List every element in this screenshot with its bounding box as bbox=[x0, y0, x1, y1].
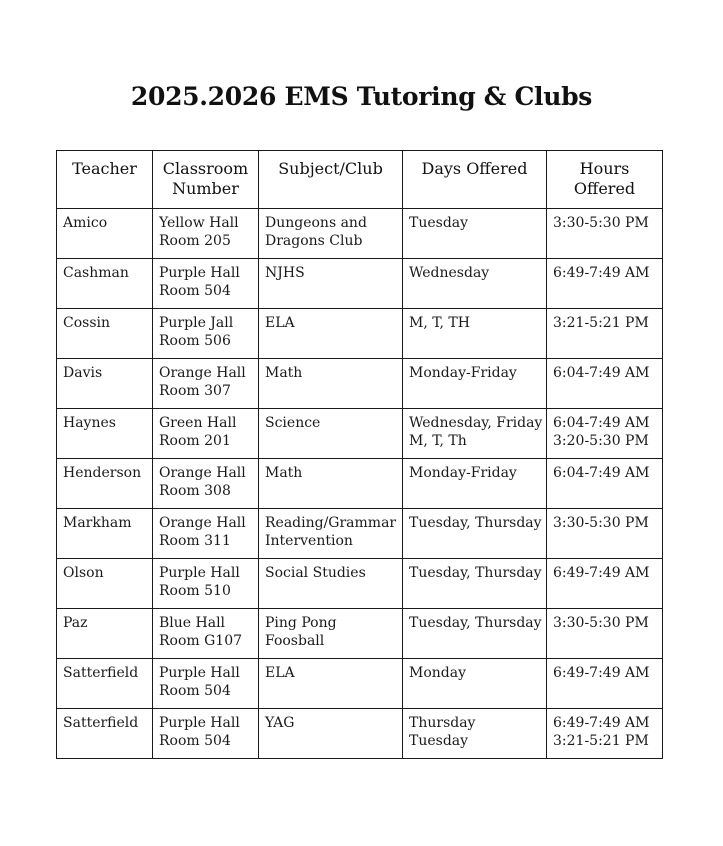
table-row bbox=[57, 409, 663, 459]
cell-subject-line: Dungeons and bbox=[265, 215, 367, 231]
cell-subject bbox=[259, 459, 403, 509]
cell-subject bbox=[259, 609, 403, 659]
table-body bbox=[57, 209, 663, 759]
cell-hours bbox=[547, 659, 663, 709]
cell-days bbox=[403, 359, 547, 409]
cell-subject-line: ELA bbox=[265, 315, 295, 331]
cell-classroom bbox=[153, 709, 259, 759]
header-label-line: Offered bbox=[573, 179, 636, 198]
table-row bbox=[57, 709, 663, 759]
header-classroom-number bbox=[153, 151, 259, 209]
cell-classroom-line: Purple Hall bbox=[159, 265, 240, 281]
cell-teacher: Olson bbox=[57, 559, 153, 609]
header-hours-offered bbox=[547, 151, 663, 209]
page-title: 2025.2026 EMS Tutoring & Clubs bbox=[130, 82, 593, 111]
cell-classroom-line: Orange Hall bbox=[159, 515, 246, 531]
cell-subject-line: ELA bbox=[265, 665, 295, 681]
cell-classroom bbox=[153, 209, 259, 259]
cell-teacher: Henderson bbox=[57, 459, 153, 509]
cell-subject bbox=[259, 509, 403, 559]
cell-subject bbox=[259, 259, 403, 309]
cell-hours bbox=[547, 259, 663, 309]
cell-hours-line: 6:49-7:49 AM bbox=[553, 265, 650, 281]
cell-teacher: Cossin bbox=[57, 309, 153, 359]
cell-classroom bbox=[153, 259, 259, 309]
cell-hours bbox=[547, 409, 663, 459]
cell-classroom bbox=[153, 659, 259, 709]
cell-subject bbox=[259, 709, 403, 759]
cell-hours bbox=[547, 459, 663, 509]
cell-teacher: Haynes bbox=[57, 409, 153, 459]
table-row bbox=[57, 559, 663, 609]
table-row bbox=[57, 309, 663, 359]
table-row bbox=[57, 659, 663, 709]
cell-days-line: Tuesday bbox=[409, 733, 469, 749]
cell-days-line: Monday-Friday bbox=[409, 365, 517, 381]
cell-hours bbox=[547, 559, 663, 609]
cell-classroom-line: Green Hall bbox=[159, 415, 237, 431]
cell-days-line: M, T, TH bbox=[409, 315, 470, 331]
table-row bbox=[57, 509, 663, 559]
header-label-line: Classroom bbox=[162, 159, 249, 178]
cell-classroom bbox=[153, 359, 259, 409]
cell-classroom-line: Orange Hall bbox=[159, 465, 246, 481]
cell-subject-line: YAG bbox=[265, 715, 295, 731]
cell-hours-line: 6:49-7:49 AM bbox=[553, 715, 650, 731]
cell-subject-line: Social Studies bbox=[265, 565, 366, 581]
cell-teacher: Markham bbox=[57, 509, 153, 559]
cell-hours-line: 6:49-7:49 AM bbox=[553, 665, 650, 681]
cell-classroom-line: Room 201 bbox=[159, 433, 231, 449]
cell-subject bbox=[259, 359, 403, 409]
table-row bbox=[57, 259, 663, 309]
cell-hours bbox=[547, 359, 663, 409]
cell-subject bbox=[259, 559, 403, 609]
cell-subject bbox=[259, 209, 403, 259]
cell-days bbox=[403, 659, 547, 709]
table-row bbox=[57, 609, 663, 659]
cell-days-line: Monday bbox=[409, 665, 466, 681]
cell-classroom-line: Purple Hall bbox=[159, 565, 240, 581]
cell-subject-line: Intervention bbox=[265, 533, 353, 549]
cell-days bbox=[403, 409, 547, 459]
cell-days-line: Monday-Friday bbox=[409, 465, 517, 481]
cell-classroom-line: Room G107 bbox=[159, 633, 243, 649]
cell-hours-line: 3:20-5:30 PM bbox=[553, 433, 649, 449]
cell-subject bbox=[259, 659, 403, 709]
cell-teacher: Amico bbox=[57, 209, 153, 259]
cell-days bbox=[403, 309, 547, 359]
cell-hours-line: 3:21-5:21 PM bbox=[553, 315, 649, 331]
cell-classroom-line: Room 504 bbox=[159, 283, 231, 299]
cell-hours-line: 3:30-5:30 PM bbox=[553, 615, 649, 631]
cell-days bbox=[403, 559, 547, 609]
cell-days bbox=[403, 209, 547, 259]
cell-teacher: Cashman bbox=[57, 259, 153, 309]
cell-subject bbox=[259, 409, 403, 459]
cell-classroom-line: Orange Hall bbox=[159, 365, 246, 381]
cell-classroom-line: Room 307 bbox=[159, 383, 231, 399]
cell-classroom-line: Room 308 bbox=[159, 483, 231, 499]
cell-hours-line: 3:21-5:21 PM bbox=[553, 733, 649, 749]
cell-subject-line: Dragons Club bbox=[265, 233, 363, 249]
cell-subject-line: Math bbox=[265, 465, 303, 481]
cell-classroom bbox=[153, 409, 259, 459]
cell-hours bbox=[547, 709, 663, 759]
header-teacher bbox=[57, 151, 153, 209]
cell-days bbox=[403, 609, 547, 659]
cell-classroom bbox=[153, 459, 259, 509]
cell-classroom bbox=[153, 509, 259, 559]
cell-classroom-line: Room 504 bbox=[159, 683, 231, 699]
cell-days-line: Tuesday, Thursday bbox=[409, 615, 542, 631]
cell-subject bbox=[259, 309, 403, 359]
cell-days bbox=[403, 259, 547, 309]
cell-hours bbox=[547, 309, 663, 359]
cell-classroom-line: Blue Hall bbox=[159, 615, 226, 631]
cell-hours bbox=[547, 509, 663, 559]
cell-classroom bbox=[153, 309, 259, 359]
cell-days bbox=[403, 709, 547, 759]
cell-hours-line: 6:04-7:49 AM bbox=[553, 415, 650, 431]
cell-hours-line: 3:30-5:30 PM bbox=[553, 515, 649, 531]
cell-classroom-line: Room 504 bbox=[159, 733, 231, 749]
cell-subject-line: NJHS bbox=[265, 265, 305, 281]
table-row bbox=[57, 359, 663, 409]
header-label-line: Number bbox=[172, 179, 239, 198]
cell-classroom-line: Yellow Hall bbox=[159, 215, 239, 231]
cell-subject-line: Math bbox=[265, 365, 303, 381]
cell-classroom-line: Room 311 bbox=[159, 533, 231, 549]
cell-subject-line: Foosball bbox=[265, 633, 325, 649]
cell-classroom-line: Purple Hall bbox=[159, 715, 240, 731]
cell-days-line: Thursday bbox=[409, 715, 476, 731]
cell-hours-line: 6:49-7:49 AM bbox=[553, 565, 650, 581]
table-row bbox=[57, 459, 663, 509]
cell-classroom bbox=[153, 559, 259, 609]
header-label-line: Days Offered bbox=[421, 159, 528, 178]
cell-teacher: Davis bbox=[57, 359, 153, 409]
cell-classroom-line: Room 510 bbox=[159, 583, 231, 599]
cell-teacher: Satterfield bbox=[57, 709, 153, 759]
cell-hours-line: 3:30-5:30 PM bbox=[553, 215, 649, 231]
header-subject-club bbox=[259, 151, 403, 209]
cell-hours bbox=[547, 609, 663, 659]
cell-hours-line: 6:04-7:49 AM bbox=[553, 465, 650, 481]
cell-days-line: M, T, Th bbox=[409, 433, 467, 449]
cell-classroom-line: Room 506 bbox=[159, 333, 231, 349]
cell-subject-line: Science bbox=[265, 415, 321, 431]
cell-days-line: Wednesday bbox=[409, 265, 490, 281]
table-header-row bbox=[57, 151, 663, 209]
cell-classroom-line: Room 205 bbox=[159, 233, 231, 249]
cell-hours bbox=[547, 209, 663, 259]
cell-days-line: Tuesday, Thursday bbox=[409, 515, 542, 531]
table-row bbox=[57, 209, 663, 259]
schedule-table bbox=[56, 150, 663, 759]
cell-classroom-line: Purple Hall bbox=[159, 665, 240, 681]
cell-days bbox=[403, 509, 547, 559]
cell-teacher: Satterfield bbox=[57, 659, 153, 709]
cell-classroom bbox=[153, 609, 259, 659]
cell-subject-line: Ping Pong bbox=[265, 615, 337, 631]
header-label-line: Hours bbox=[579, 159, 630, 178]
cell-days-line: Wednesday, Friday bbox=[409, 415, 543, 431]
cell-days-line: Tuesday, Thursday bbox=[409, 565, 542, 581]
header-label-line: Teacher bbox=[72, 159, 137, 178]
cell-classroom-line: Purple Jall bbox=[159, 315, 234, 331]
cell-teacher: Paz bbox=[57, 609, 153, 659]
header-label-line: Subject/Club bbox=[278, 159, 383, 178]
cell-days bbox=[403, 459, 547, 509]
cell-subject-line: Reading/Grammar bbox=[265, 515, 397, 531]
cell-hours-line: 6:04-7:49 AM bbox=[553, 365, 650, 381]
cell-days-line: Tuesday bbox=[409, 215, 469, 231]
header-days-offered bbox=[403, 151, 547, 209]
